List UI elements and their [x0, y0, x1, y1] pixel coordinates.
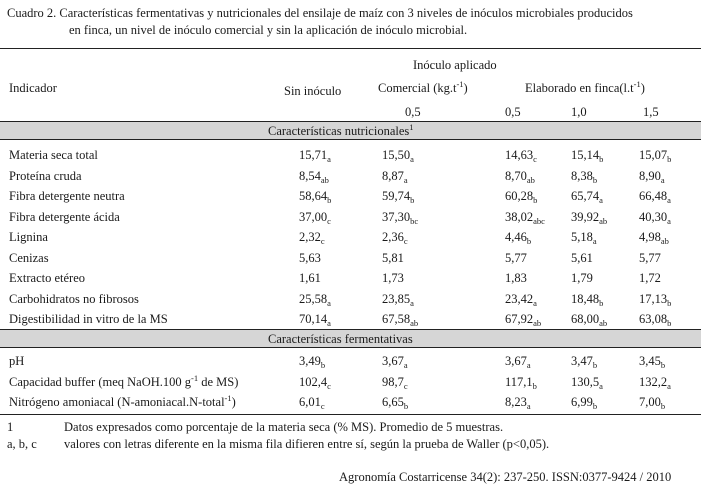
table-cell: $67,92_{ab}$ — [505, 312, 542, 328]
level-elaborado-1: 0,5 — [505, 105, 521, 119]
table-cell: 5,77 — [639, 250, 661, 265]
table-cell: $8,38_b$ — [571, 168, 598, 185]
row-label: Carbohidratos no fibrosos — [9, 291, 139, 306]
caption-line-2: en finca, un nivel de inóculo comercial y sin la aplicación de inóculo microbial. — [69, 23, 468, 37]
table-cell: $2,32_c$ — [299, 230, 325, 246]
table-cell: $2,36_c$ — [382, 230, 408, 246]
section-rule-fermentativas — [0, 347, 701, 348]
level-elaborado-2: 1,0 — [571, 105, 587, 119]
table-cell: 1,72 — [639, 271, 661, 285]
table-cell: $8,90_a$ — [639, 168, 665, 185]
table-cell: $37,00_c$ — [299, 209, 331, 226]
table-cell: $4,98_{ab}$ — [639, 230, 669, 246]
table-cell: $5,18_a$ — [571, 230, 597, 246]
row-label: Digestibilidad in vitro de la MS — [9, 312, 168, 326]
table-cell: $70,14_a$ — [299, 312, 331, 328]
table-cell: $8,70_{ab}$ — [505, 168, 535, 185]
footnote-1-text: Datos expresados como porcentaje de la materia seca (% MS). Promedio de 5 muestras. — [64, 420, 504, 434]
header-comercial: Comercial $(kg.t^{-1})$ — [378, 79, 468, 95]
table-cell: $15,14_b$ — [571, 148, 604, 164]
table-cell: $117,1_b$ — [505, 374, 537, 391]
table-cell: $3,45_b$ — [639, 354, 666, 370]
table-cell: $17,13_b$ — [639, 291, 672, 308]
section-title-nutricionales: Características nutricionales$^1$ — [268, 122, 414, 138]
row-label: Lignina — [9, 230, 48, 244]
table-cell: $58,64_b$ — [299, 189, 332, 205]
table-cell: $8,87_a$ — [382, 168, 408, 185]
level-comercial: 0,5 — [405, 105, 421, 119]
table-cell: $98,7_c$ — [382, 374, 408, 391]
table-cell: $102,4_c$ — [299, 374, 331, 391]
table-cell: $67,58_{ab}$ — [382, 312, 419, 328]
row-label: Capacidad buffer (meq NaOH.100 $g^{-1}$ de MS) — [9, 372, 239, 389]
header-indicador: Indicador — [9, 81, 57, 95]
row-label: Cenizas — [9, 250, 49, 265]
table-cell: $65,74_a$ — [571, 189, 603, 205]
table-cell: $39,92_{ab}$ — [571, 209, 608, 226]
table-cell: $3,49_b$ — [299, 354, 326, 370]
table-cell: $25,58_a$ — [299, 291, 331, 308]
footnote-2-mark: a, b, c — [7, 437, 37, 451]
table-caption — [7, 5, 697, 39]
table-cell: 1,61 — [299, 271, 321, 285]
table-cell: $63,08_b$ — [639, 312, 672, 328]
table-cell: 5,61 — [571, 250, 593, 265]
table-cell: $3,47_b$ — [571, 354, 598, 370]
table-cell: 5,63 — [299, 250, 321, 265]
table-cell: $3,67_a$ — [382, 354, 408, 370]
header-elaborado: Elaborado en $finca(l.t^{-1})$ — [525, 79, 645, 95]
table-cell: $3,67_a$ — [505, 354, 531, 370]
table-cell: $6,65_b$ — [382, 395, 409, 411]
row-label: Fibra detergente ácida — [9, 209, 120, 224]
table-cell: $4,46_b$ — [505, 230, 532, 246]
table-cell: $6,99_b$ — [571, 395, 598, 411]
table-cell: 1,73 — [382, 271, 404, 285]
row-label: Extracto etéreo — [9, 271, 85, 285]
table-cell: $37,30_{bc}$ — [382, 209, 419, 226]
table-cell: $15,71_a$ — [299, 148, 331, 164]
table-cell: $15,50_a$ — [382, 148, 414, 164]
table-cell: $60,28_b$ — [505, 189, 538, 205]
table-cell: $130,5_a$ — [571, 374, 603, 391]
table-cell: $68,00_{ab}$ — [571, 312, 608, 328]
row-label: Proteína cruda — [9, 168, 82, 183]
table-cell: $38,02_{abc}$ — [505, 209, 545, 226]
footnote-2-text: valores con letras diferente en la misma fila difieren entre sí, según la prueba de Waller (p<0,05). — [64, 437, 550, 451]
table-cell: $40,30_a$ — [639, 209, 671, 226]
table-cell: $14,63_c$ — [505, 148, 537, 164]
table-cell: $15,07_b$ — [639, 148, 672, 164]
table-cell: $6,01_c$ — [299, 395, 325, 411]
journal-citation: Agronomía Costarricense 34(2): 237-250. ISSN:0377-9424 / 2010 — [339, 470, 672, 484]
table-cell: $8,23_a$ — [505, 395, 531, 411]
top-rule — [0, 48, 701, 49]
section-rule-nutricionales — [0, 139, 701, 140]
row-label: Materia seca total — [9, 148, 98, 162]
bottom-rule — [0, 414, 701, 415]
header-sin-inoculo: Sin inóculo — [284, 84, 342, 98]
table-cell: $23,42_a$ — [505, 291, 537, 308]
table-cell: $66,48_a$ — [639, 189, 671, 205]
header-inoculo-aplicado: Inóculo aplicado — [413, 58, 497, 72]
table-cell: $8,54_{ab}$ — [299, 168, 329, 185]
table-cell: $59,74_b$ — [382, 189, 415, 205]
table-cell: $7,00_b$ — [639, 395, 666, 411]
caption-line-1: Cuadro 2. Características fermentativas y nutricionales del ensilaje de maíz con 3 niveles de inóculos microbiales producidos — [7, 6, 633, 20]
table-cell: 1,79 — [571, 271, 593, 285]
table-cell: $132,2_a$ — [639, 374, 671, 391]
table-cell: $23,85_a$ — [382, 291, 414, 308]
footnote-1-mark: 1 — [7, 420, 14, 434]
table-cell: 5,81 — [382, 250, 404, 265]
table-cell: $18,48_b$ — [571, 291, 604, 308]
level-elaborado-3: 1,5 — [643, 105, 659, 119]
section-title-fermentativas: Características fermentativas — [268, 332, 413, 346]
row-label: pH — [9, 354, 25, 368]
row-label: Nitrógeno amoniacal (N-amoniacal.N-total$^{-1}$) — [9, 393, 236, 409]
table-cell: 1,83 — [505, 271, 527, 285]
row-label: Fibra detergente neutra — [9, 189, 125, 203]
table-cell: 5,77 — [505, 250, 527, 265]
